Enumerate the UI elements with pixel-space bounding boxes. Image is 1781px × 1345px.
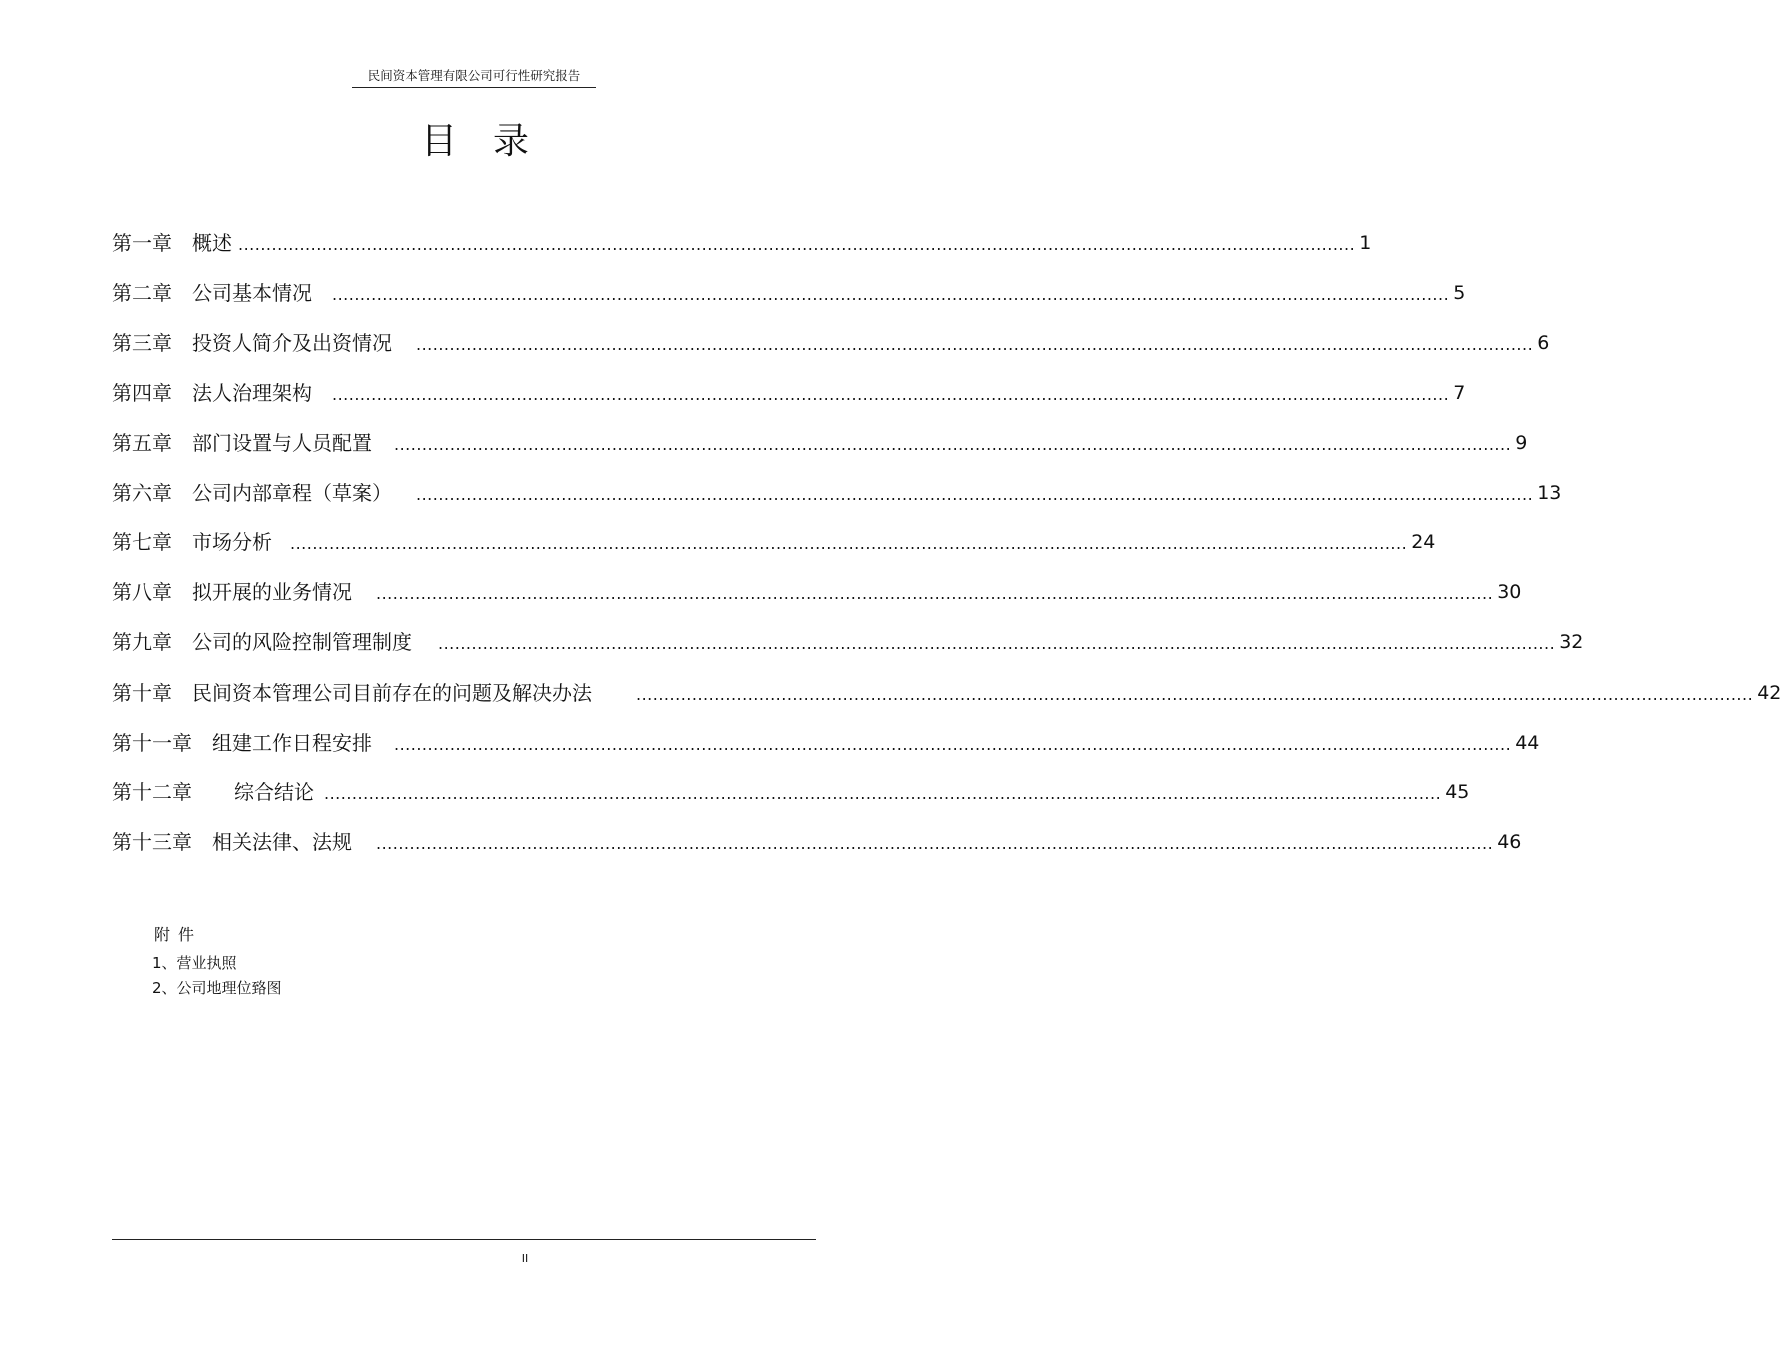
dot-leader: ........................................................................................................................................................................................................ (238, 235, 1356, 254)
appendix-item: 2、公司地理位臵图 (152, 979, 282, 997)
toc-chapter: 第三章 (112, 331, 172, 355)
toc-entry-12[interactable] (112, 775, 1470, 805)
appendix-title: 附件 (154, 925, 203, 944)
toc-page: 32 (1559, 631, 1584, 653)
toc-name: 拟开展的业务情况 (192, 580, 352, 604)
dot-leader: ........................................................................................................................................................................................................ (394, 435, 1512, 454)
toc-name: 公司内部章程（草案） (192, 481, 392, 505)
toc-name: 民间资本管理公司目前存在的问题及解决办法 (192, 681, 592, 705)
toc-entry-11[interactable] (112, 726, 1540, 756)
toc-page: 46 (1497, 831, 1522, 853)
toc-chapter: 第七章 (112, 530, 172, 554)
page-number: II (521, 1252, 529, 1265)
toc-chapter: 第九章 (112, 630, 172, 654)
toc-chapter: 第十章 (112, 681, 172, 705)
dot-leader: ........................................................................................................................................................................................................ (332, 285, 1450, 304)
toc-chapter: 第五章 (112, 431, 172, 455)
dot-leader: ........................................................................................................................................................................................................ (376, 834, 1494, 853)
running-header: 民间资本管理有限公司可行性研究报告 (367, 68, 581, 83)
dot-leader: ........................................................................................................................................................................................................ (394, 735, 1512, 754)
toc-entry-2[interactable] (112, 276, 1466, 306)
toc-page: 30 (1497, 581, 1522, 603)
toc-entry-4[interactable] (112, 376, 1466, 406)
dot-leader: ........................................................................................................................................................................................................ (416, 485, 1534, 504)
toc-chapter: 第十三章 (112, 830, 192, 854)
toc-entry-3[interactable] (112, 326, 1550, 356)
toc-entry-9[interactable] (112, 625, 1584, 655)
dot-leader: ........................................................................................................................................................................................................ (438, 634, 1556, 653)
dot-leader: ........................................................................................................................................................................................................ (376, 584, 1494, 603)
dot-leader: ........................................................................................................................................................................................................ (636, 685, 1754, 704)
toc-page: 1 (1359, 232, 1372, 254)
toc-name: 组建工作日程安排 (212, 731, 372, 755)
toc-name: 综合结论 (234, 780, 314, 804)
toc-page: 9 (1515, 432, 1528, 454)
toc-entry-8[interactable] (112, 575, 1522, 605)
toc-page: 13 (1537, 482, 1562, 504)
toc-title: 目录 (420, 121, 565, 162)
toc-chapter: 第八章 (112, 580, 172, 604)
dot-leader: ........................................................................................................................................................................................................ (332, 385, 1450, 404)
dot-leader: ........................................................................................................................................................................................................ (416, 335, 1534, 354)
toc-chapter: 第十一章 (112, 731, 192, 755)
toc-name: 部门设置与人员配置 (192, 431, 372, 455)
appendix-item: 1、营业执照 (152, 954, 237, 972)
toc-entry-13[interactable] (112, 825, 1522, 855)
toc-page: 42 (1757, 682, 1781, 704)
footer-rule (112, 1239, 816, 1240)
toc-entry-10[interactable] (112, 676, 1781, 706)
toc-page: 45 (1445, 781, 1470, 803)
toc-name: 公司的风险控制管理制度 (192, 630, 412, 654)
toc-page: 5 (1453, 282, 1466, 304)
toc-chapter: 第四章 (112, 381, 172, 405)
toc-chapter: 第二章 (112, 281, 172, 305)
toc-entry-5[interactable] (112, 426, 1528, 456)
toc-chapter: 第十二章 (112, 780, 192, 804)
toc-name: 概述 (192, 231, 232, 255)
dot-leader: ........................................................................................................................................................................................................ (324, 784, 1442, 803)
toc-page: 44 (1515, 732, 1540, 754)
dot-leader: ........................................................................................................................................................................................................ (290, 534, 1408, 553)
toc-page: 7 (1453, 382, 1466, 404)
toc-name: 相关法律、法规 (212, 830, 352, 854)
toc-page: 6 (1537, 332, 1550, 354)
toc-entry-6[interactable] (112, 476, 1562, 506)
toc-entry-1[interactable] (112, 226, 1372, 256)
toc-name: 公司基本情况 (192, 281, 312, 305)
toc-page: 24 (1411, 531, 1436, 553)
toc-chapter: 第一章 (112, 231, 172, 255)
toc-chapter: 第六章 (112, 481, 172, 505)
header-rule (352, 87, 596, 88)
toc-name: 法人治理架构 (192, 381, 312, 405)
toc-entry-7[interactable] (112, 525, 1436, 555)
toc-name: 市场分析 (192, 530, 272, 554)
toc-name: 投资人简介及出资情况 (192, 331, 392, 355)
